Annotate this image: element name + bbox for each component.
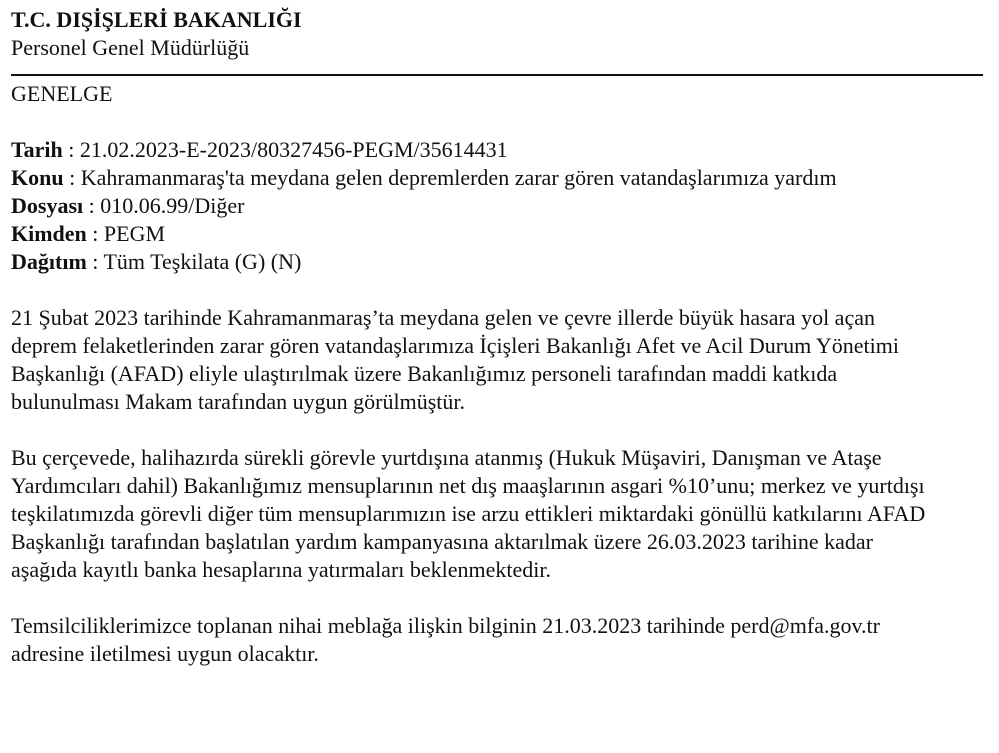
document (11, 6, 983, 668)
from-label: Kimden (11, 221, 87, 246)
body-paragraph-1: 21 Şubat 2023 tarihinde Kahramanmaraş’ta meydana gelen ve çevre illerde büyük hasara yol açan deprem felaketlerinden zarar gören vatandaşlarımıza İçişleri Bakanlığı Afet ve Acil Durum Yönetimi Başkanlığı (AFAD) eliyle ulaştırılmak üzere Bakanlığımız personeli tarafından maddi katkıda bulunulması Makam tarafından uygun görülmüştür. (11, 305, 900, 414)
meta-row-distribution (11, 248, 871, 276)
meta-row-file (11, 192, 871, 220)
date-value: 21.02.2023-E-2023/80327456-PEGM/35614431 (79, 137, 508, 162)
body-paragraph-3: Temsilciliklerimizce toplanan nihai meblağa ilişkin bilginin 21.03.2023 tarihinde perd@mfa.gov.tr adresine iletilmesi uygun olacaktır. (11, 613, 880, 666)
header-divider (11, 74, 983, 76)
from-separator: : (86, 221, 104, 246)
document-type: GENELGE (11, 81, 113, 106)
date-separator: : (62, 137, 80, 162)
department-name: Personel Genel Müdürlüğü (11, 35, 250, 60)
metadata-block (11, 136, 871, 276)
from-value: PEGM (103, 221, 166, 246)
file-label: Dosyası (11, 193, 84, 218)
meta-row-date (11, 136, 871, 164)
date-label: Tarih (11, 137, 63, 162)
distribution-label: Dağıtım (11, 249, 87, 274)
subject-label: Konu (11, 165, 64, 190)
body-paragraph-2: Bu çerçevede, halihazırda sürekli görevle yurtdışına atanmış (Hukuk Müşaviri, Danışman ve Ataşe Yardımcıları dahil) Bakanlığımız mensuplarının net dış maaşlarının asgari %10’unu; merkez ve yurtdışı teşkilatımızda görevli diğer tüm mensuplarımızın ise arzu ettikleri miktardaki gönüllü katkılarını AFAD Başkanlığı tarafından başlatılan yardım kampanyasına aktarılmak üzere 26.03.2023 tarihine kadar aşağıda kayıtlı banka hesaplarına yatırmaları beklenmektedir. (11, 445, 926, 582)
file-separator: : (83, 193, 101, 218)
meta-row-from (11, 220, 871, 248)
subject-separator: : (63, 165, 81, 190)
file-value: 010.06.99/Diğer (100, 193, 245, 218)
distribution-separator: : (86, 249, 104, 274)
subject-value: Kahramanmaraş'ta meydana gelen depremlerden zarar gören vatandaşlarımıza yardım (80, 165, 837, 190)
distribution-value: Tüm Teşkilata (G) (N) (103, 249, 302, 274)
meta-row-subject (11, 164, 871, 192)
ministry-name: T.C. DIŞİŞLERİ BAKANLIĞI (11, 7, 302, 32)
